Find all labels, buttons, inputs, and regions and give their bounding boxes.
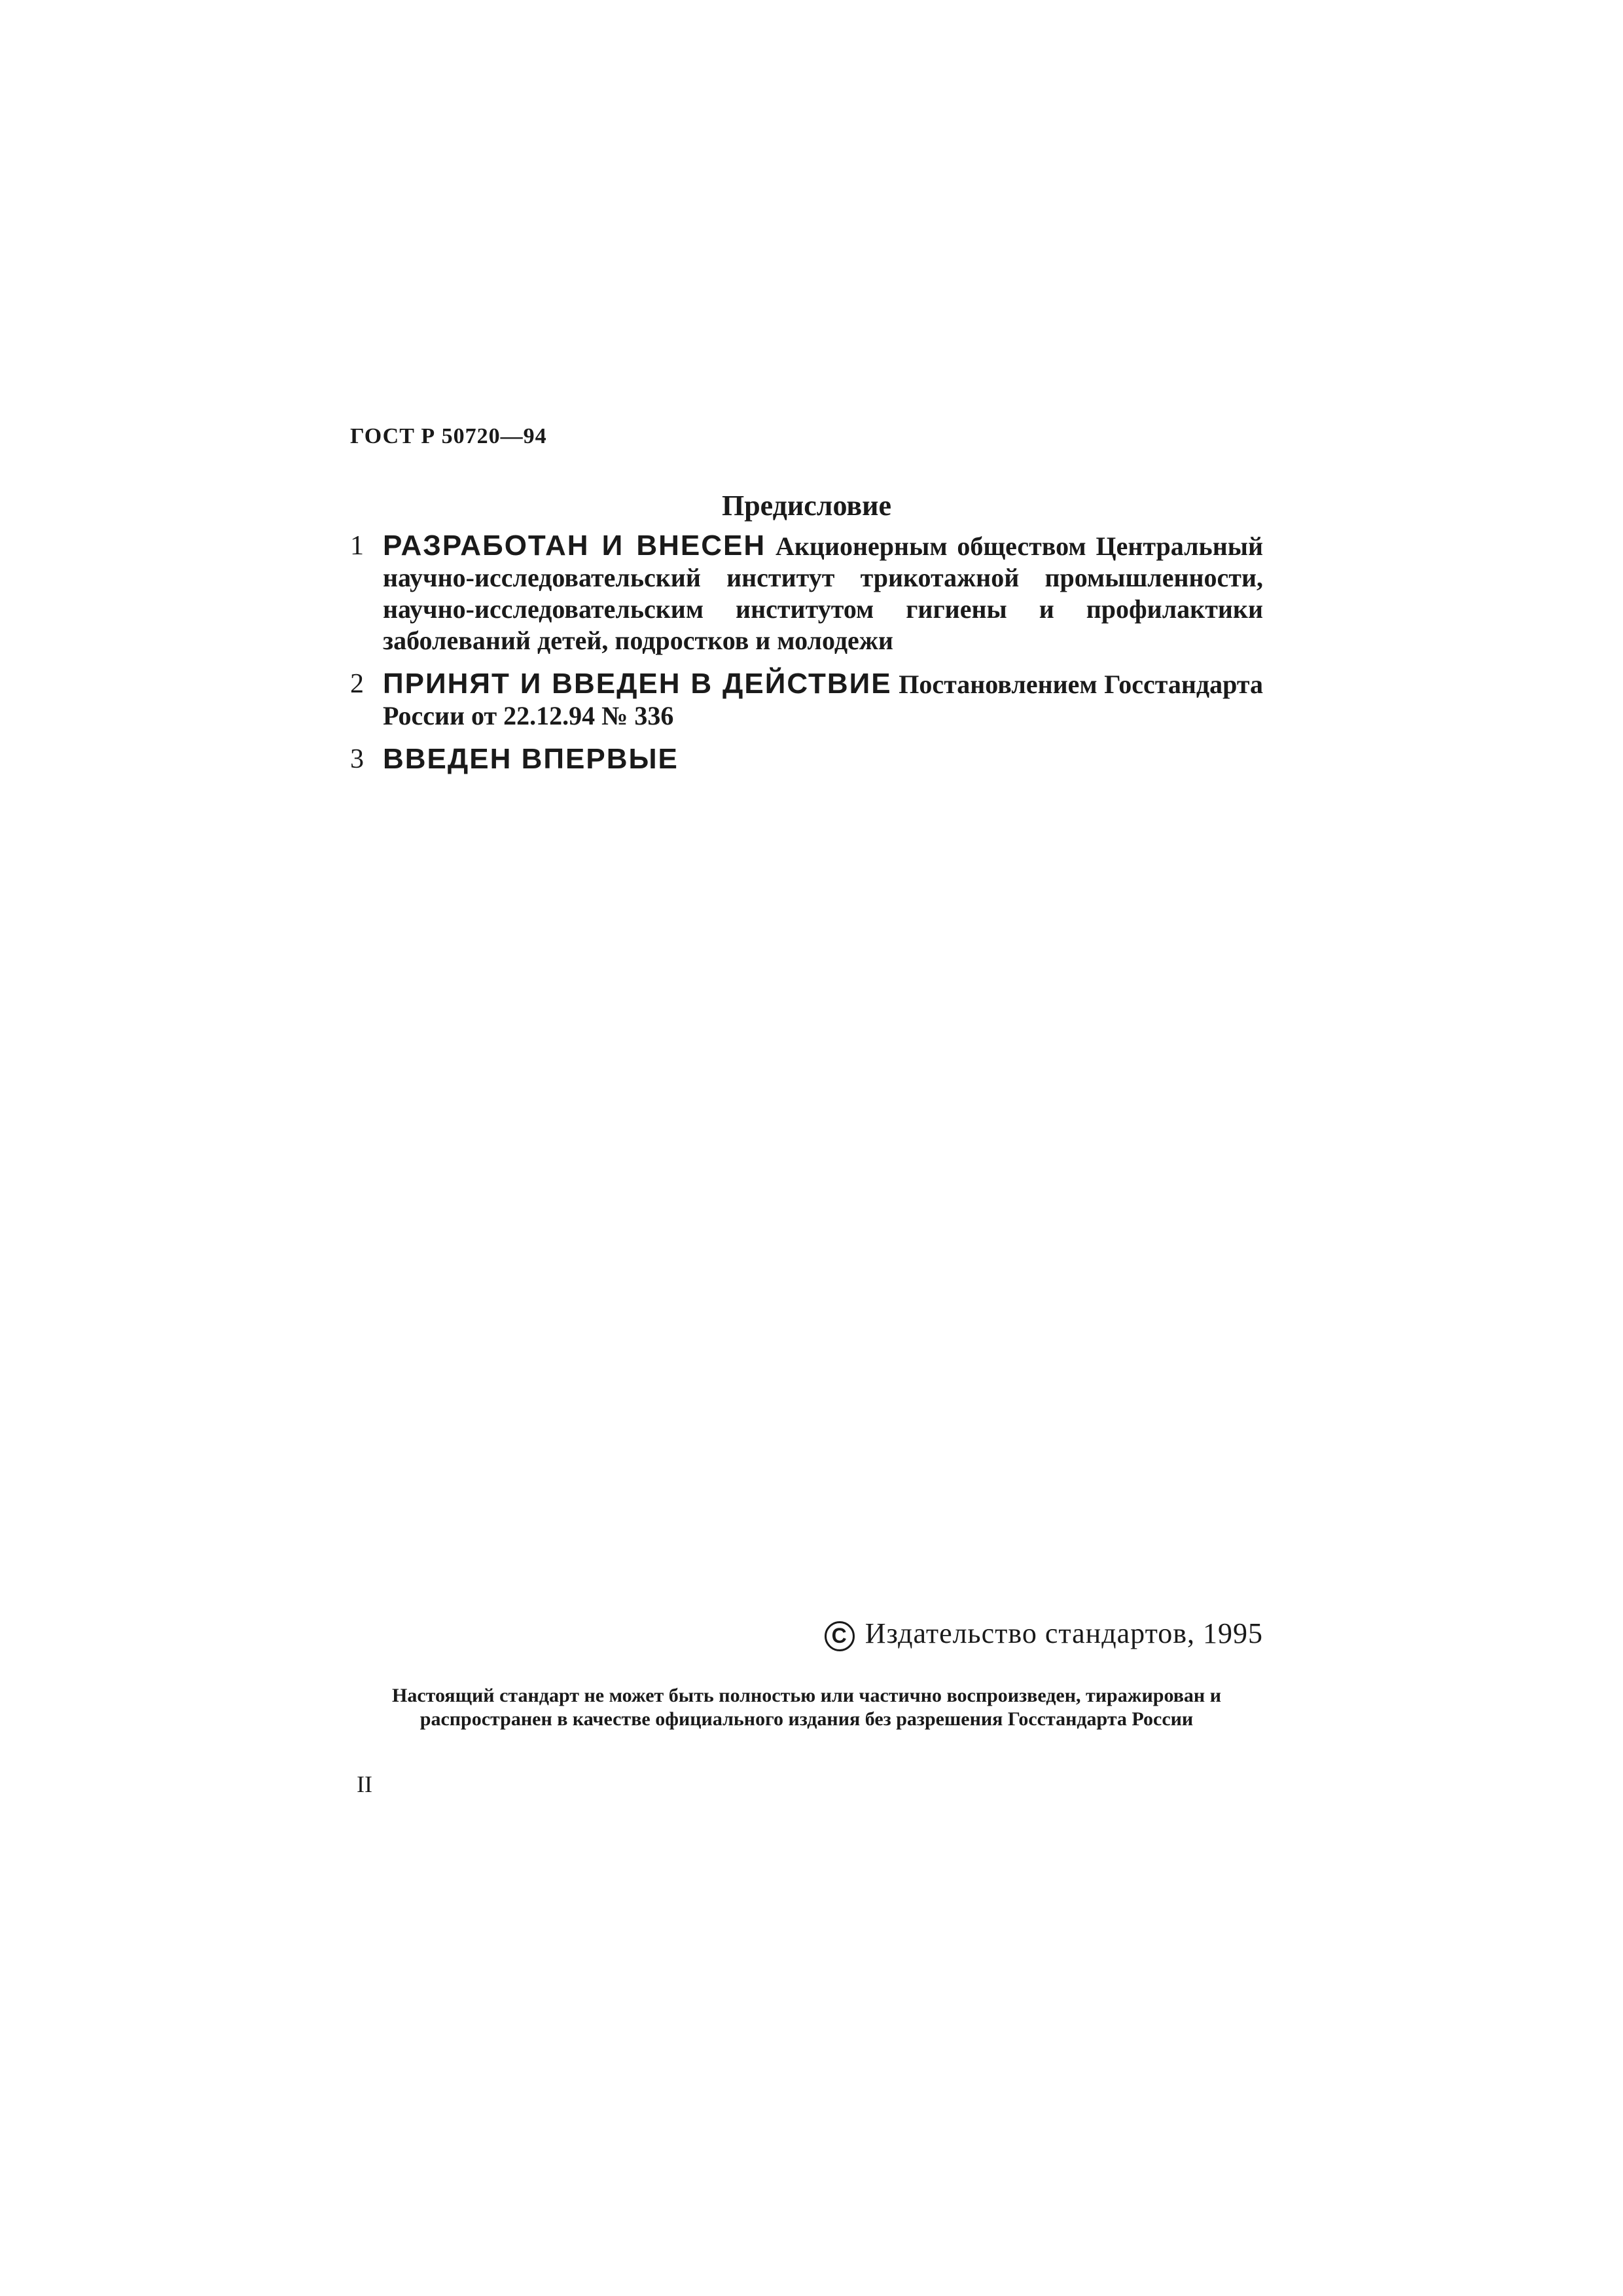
copyright-line [720,1617,1263,1651]
item-text: Постановлением Госстандарта России от 22.12.94 № 336 [383,670,1263,730]
item-body [383,744,1263,776]
copyright-icon: C [825,1621,855,1651]
page-number: II [357,1771,372,1797]
copyright-text: Издательство стандартов, 1995 [865,1617,1263,1649]
preface-items [350,530,1263,787]
preface-title: Предисловие [721,490,891,522]
item-body [383,668,1263,732]
item-text: Акционерным обществом Центральный научно-исследовательский институт трикотажной промышленности, научно-исследовательским институтом гигиены и профилактики заболеваний детей, подростков и молодежи [383,531,1264,655]
item-heading: РАЗРАБОТАН И ВНЕСЕН [383,529,766,562]
item-number: 3 [350,744,364,774]
document-code: ГОСТ Р 50720—94 [350,424,547,448]
item-number: 1 [350,531,364,561]
item-number: 2 [350,669,364,699]
item-body [383,530,1263,656]
item-heading: ВВЕДЕН ВПЕРВЫЕ [383,743,679,775]
preface-item-3 [350,744,1263,776]
reproduction-notice: Настоящий стандарт не может быть полностью или частично воспроизведен, тиражирован и распространен в качестве официального издания без разрешения Госстандарта России [392,1685,1221,1730]
preface-item-1 [350,530,1263,656]
preface-item-2 [350,668,1263,732]
item-heading: ПРИНЯТ И ВВЕДЕН В ДЕЙСТВИЕ [383,668,892,700]
